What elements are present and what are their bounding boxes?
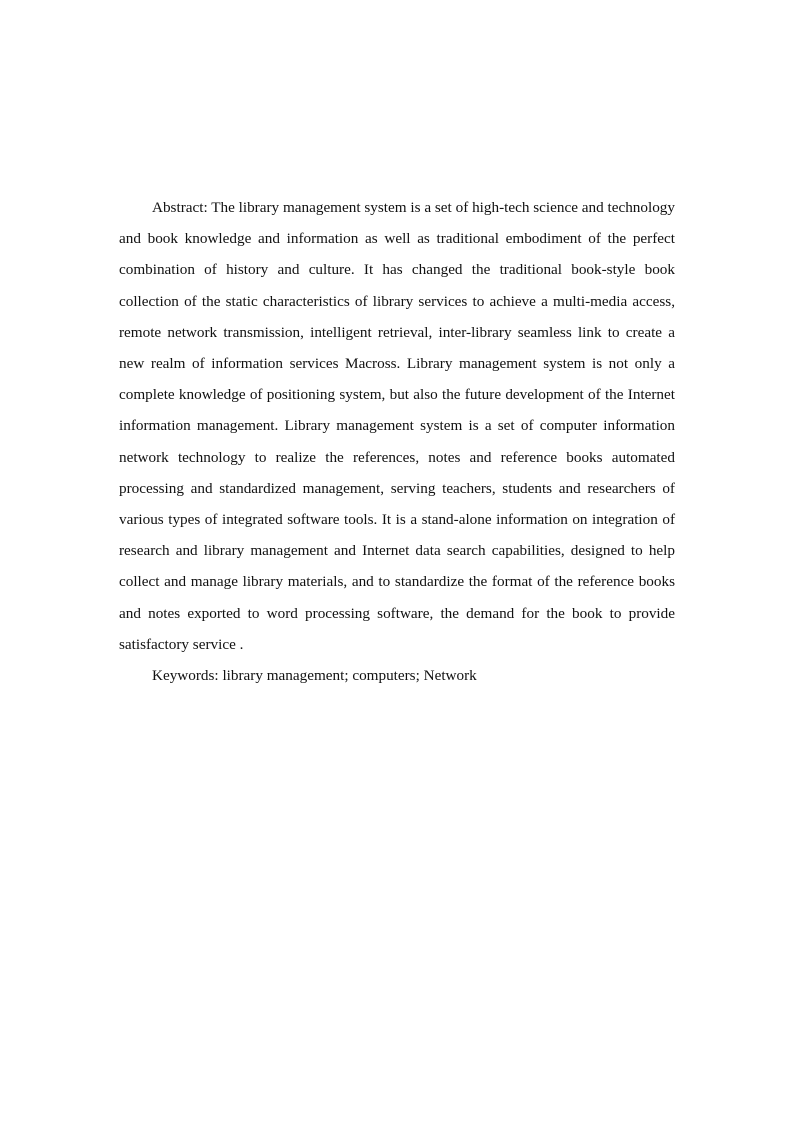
abstract-section [119,192,675,691]
keywords-line: Keywords: library management; computers; Network [152,667,477,685]
abstract-paragraph: Abstract: The library management system is a set of high-tech science and technology and book knowledge and information as well as traditional embodiment of the perfect combination of history and culture. It has changed the traditional book-style book collection of the static characteristics of library services to achieve a multi-media access, remote network transmission, intelligent retrieval, inter-library seamless link to create a new realm of information services Macross. Library management system is not only a complete knowledge of positioning system, but also the future development of the Internet information management. Library management system is a set of computer information network technology to realize the references, notes and reference books automated processing and standardized management, serving teachers, students and researchers of various types of integrated software tools. It is a stand-alone information on integration of research and library management and Internet data search capabilities, designed to help collect and manage library materials, and to standardize the format of the reference books and notes exported to word processing software, the demand for the book to provide satisfactory service . [119,199,675,653]
